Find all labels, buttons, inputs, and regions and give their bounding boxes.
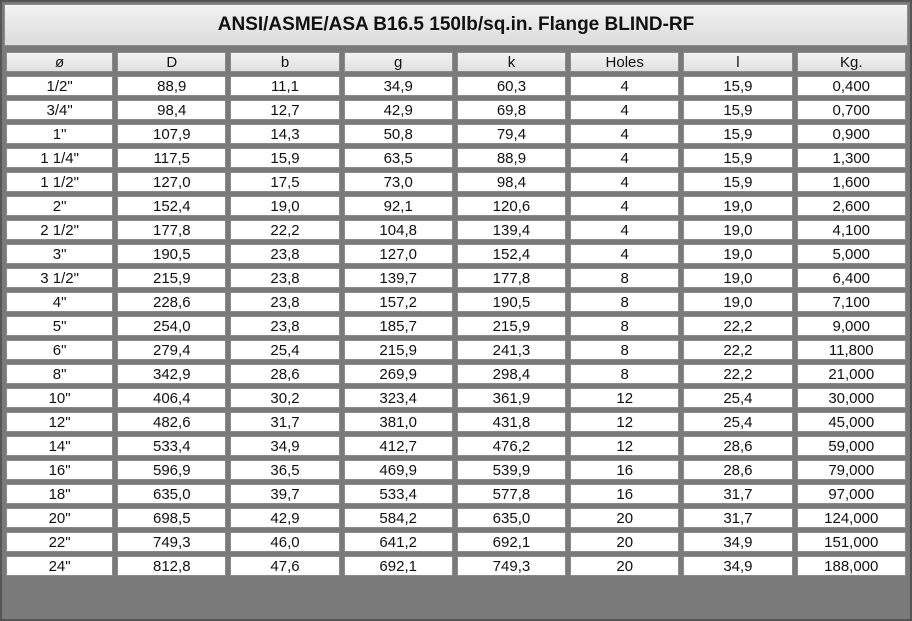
table-cell-d: 533,4 xyxy=(117,436,226,456)
table-cell-nominal-size: 14" xyxy=(6,436,113,456)
table-cell-d: 812,8 xyxy=(117,556,226,576)
table-cell-d: 117,5 xyxy=(117,148,226,168)
table-cell-kg: 2,600 xyxy=(797,196,906,216)
table-cell-g: 104,8 xyxy=(344,220,453,240)
table-cell-l: 15,9 xyxy=(683,100,792,120)
table-cell-nominal-size: 1 1/4" xyxy=(6,148,113,168)
column-header-g: g xyxy=(344,52,453,72)
table-cell-g: 42,9 xyxy=(344,100,453,120)
table-cell-nominal-size: 4" xyxy=(6,292,113,312)
table-cell-d: 749,3 xyxy=(117,532,226,552)
table-row xyxy=(6,436,906,456)
table-cell-nominal-size: 2" xyxy=(6,196,113,216)
table-cell-k: 190,5 xyxy=(457,292,566,312)
table-cell-nominal-size: 2 1/2" xyxy=(6,220,113,240)
column-header-b: b xyxy=(230,52,339,72)
table-cell-holes: 8 xyxy=(570,316,679,336)
table-cell-g: 139,7 xyxy=(344,268,453,288)
table-cell-g: 50,8 xyxy=(344,124,453,144)
table-cell-b: 23,8 xyxy=(230,292,339,312)
table-cell-kg: 9,000 xyxy=(797,316,906,336)
table-cell-d: 254,0 xyxy=(117,316,226,336)
table-row xyxy=(6,508,906,528)
table-cell-holes: 4 xyxy=(570,244,679,264)
table-cell-nominal-size: 16" xyxy=(6,460,113,480)
table-cell-k: 69,8 xyxy=(457,100,566,120)
table-cell-holes: 12 xyxy=(570,388,679,408)
table-cell-l: 15,9 xyxy=(683,172,792,192)
table-cell-b: 36,5 xyxy=(230,460,339,480)
table-cell-kg: 6,400 xyxy=(797,268,906,288)
table-cell-d: 482,6 xyxy=(117,412,226,432)
table-cell-g: 269,9 xyxy=(344,364,453,384)
table-cell-k: 577,8 xyxy=(457,484,566,504)
table-cell-kg: 30,000 xyxy=(797,388,906,408)
table-cell-holes: 16 xyxy=(570,460,679,480)
table-row xyxy=(6,484,906,504)
table-cell-k: 635,0 xyxy=(457,508,566,528)
table-cell-b: 14,3 xyxy=(230,124,339,144)
column-header-kg: Kg. xyxy=(797,52,906,72)
table-cell-d: 635,0 xyxy=(117,484,226,504)
table-cell-holes: 8 xyxy=(570,364,679,384)
table-cell-l: 15,9 xyxy=(683,148,792,168)
table-cell-g: 323,4 xyxy=(344,388,453,408)
table-cell-k: 431,8 xyxy=(457,412,566,432)
table-cell-b: 15,9 xyxy=(230,148,339,168)
table-cell-nominal-size: 1/2" xyxy=(6,76,113,96)
table-cell-d: 98,4 xyxy=(117,100,226,120)
table-cell-g: 63,5 xyxy=(344,148,453,168)
table-row xyxy=(6,148,906,168)
table-cell-l: 34,9 xyxy=(683,556,792,576)
table-cell-d: 228,6 xyxy=(117,292,226,312)
table-cell-l: 25,4 xyxy=(683,388,792,408)
table-cell-b: 47,6 xyxy=(230,556,339,576)
table-cell-k: 539,9 xyxy=(457,460,566,480)
table-cell-d: 406,4 xyxy=(117,388,226,408)
table-cell-k: 60,3 xyxy=(457,76,566,96)
table-cell-k: 476,2 xyxy=(457,436,566,456)
table-cell-g: 381,0 xyxy=(344,412,453,432)
table-cell-kg: 97,000 xyxy=(797,484,906,504)
table-cell-holes: 4 xyxy=(570,100,679,120)
table-row xyxy=(6,292,906,312)
table-cell-l: 22,2 xyxy=(683,316,792,336)
table-cell-g: 92,1 xyxy=(344,196,453,216)
column-header-holes: Holes xyxy=(570,52,679,72)
table-cell-g: 127,0 xyxy=(344,244,453,264)
column-header-k: k xyxy=(457,52,566,72)
table-cell-l: 19,0 xyxy=(683,268,792,288)
table-cell-holes: 4 xyxy=(570,76,679,96)
table-cell-k: 177,8 xyxy=(457,268,566,288)
table-cell-d: 215,9 xyxy=(117,268,226,288)
table-cell-d: 190,5 xyxy=(117,244,226,264)
table-cell-kg: 1,600 xyxy=(797,172,906,192)
table-cell-k: 152,4 xyxy=(457,244,566,264)
table-cell-l: 22,2 xyxy=(683,340,792,360)
table-row xyxy=(6,196,906,216)
table-cell-kg: 151,000 xyxy=(797,532,906,552)
table-cell-b: 28,6 xyxy=(230,364,339,384)
table-cell-b: 42,9 xyxy=(230,508,339,528)
table-cell-nominal-size: 6" xyxy=(6,340,113,360)
table-cell-nominal-size: 20" xyxy=(6,508,113,528)
table-cell-nominal-size: 1 1/2" xyxy=(6,172,113,192)
column-header-l: l xyxy=(683,52,792,72)
table-row xyxy=(6,340,906,360)
table-body xyxy=(6,76,906,576)
table-cell-kg: 188,000 xyxy=(797,556,906,576)
table-cell-b: 22,2 xyxy=(230,220,339,240)
table-cell-g: 73,0 xyxy=(344,172,453,192)
table-cell-nominal-size: 12" xyxy=(6,412,113,432)
table-cell-d: 107,9 xyxy=(117,124,226,144)
table-cell-d: 88,9 xyxy=(117,76,226,96)
table-cell-b: 17,5 xyxy=(230,172,339,192)
table-cell-d: 152,4 xyxy=(117,196,226,216)
table-cell-b: 46,0 xyxy=(230,532,339,552)
table-cell-l: 19,0 xyxy=(683,220,792,240)
table-cell-k: 241,3 xyxy=(457,340,566,360)
table-cell-kg: 79,000 xyxy=(797,460,906,480)
table-cell-kg: 7,100 xyxy=(797,292,906,312)
table-cell-kg: 21,000 xyxy=(797,364,906,384)
table-row xyxy=(6,388,906,408)
table-cell-b: 11,1 xyxy=(230,76,339,96)
table-cell-holes: 16 xyxy=(570,484,679,504)
table-cell-nominal-size: 24" xyxy=(6,556,113,576)
table-cell-holes: 8 xyxy=(570,340,679,360)
table-title: ANSI/ASME/ASA B16.5 150lb/sq.in. Flange BLIND-RF xyxy=(4,4,908,46)
table-cell-g: 692,1 xyxy=(344,556,453,576)
table-cell-kg: 11,800 xyxy=(797,340,906,360)
table-cell-nominal-size: 3 1/2" xyxy=(6,268,113,288)
table-cell-g: 215,9 xyxy=(344,340,453,360)
table-cell-b: 19,0 xyxy=(230,196,339,216)
table-cell-b: 23,8 xyxy=(230,316,339,336)
table-cell-g: 641,2 xyxy=(344,532,453,552)
table-cell-nominal-size: 5" xyxy=(6,316,113,336)
table-cell-l: 15,9 xyxy=(683,124,792,144)
table-cell-b: 23,8 xyxy=(230,244,339,264)
table-cell-d: 127,0 xyxy=(117,172,226,192)
table-cell-b: 39,7 xyxy=(230,484,339,504)
table-cell-k: 749,3 xyxy=(457,556,566,576)
table-cell-g: 157,2 xyxy=(344,292,453,312)
table-cell-k: 361,9 xyxy=(457,388,566,408)
table-row xyxy=(6,412,906,432)
table-header-row xyxy=(6,52,906,72)
table-cell-holes: 12 xyxy=(570,412,679,432)
column-header-d: D xyxy=(117,52,226,72)
table-cell-nominal-size: 1" xyxy=(6,124,113,144)
table-cell-kg: 5,000 xyxy=(797,244,906,264)
table-cell-holes: 20 xyxy=(570,556,679,576)
table-cell-nominal-size: 18" xyxy=(6,484,113,504)
table-cell-g: 469,9 xyxy=(344,460,453,480)
table-cell-l: 31,7 xyxy=(683,508,792,528)
table-cell-l: 22,2 xyxy=(683,364,792,384)
table-cell-kg: 59,000 xyxy=(797,436,906,456)
table-row xyxy=(6,124,906,144)
table-cell-holes: 8 xyxy=(570,292,679,312)
table-cell-holes: 20 xyxy=(570,532,679,552)
table-cell-holes: 4 xyxy=(570,196,679,216)
table-cell-k: 98,4 xyxy=(457,172,566,192)
table-row xyxy=(6,172,906,192)
table-row xyxy=(6,556,906,576)
table-cell-l: 19,0 xyxy=(683,244,792,264)
table-cell-holes: 20 xyxy=(570,508,679,528)
table-cell-nominal-size: 3/4" xyxy=(6,100,113,120)
table-cell-b: 31,7 xyxy=(230,412,339,432)
table-cell-kg: 124,000 xyxy=(797,508,906,528)
table-row xyxy=(6,460,906,480)
table-cell-b: 30,2 xyxy=(230,388,339,408)
table-cell-g: 584,2 xyxy=(344,508,453,528)
table-cell-d: 596,9 xyxy=(117,460,226,480)
table-cell-holes: 12 xyxy=(570,436,679,456)
table-cell-k: 79,4 xyxy=(457,124,566,144)
table-cell-holes: 4 xyxy=(570,172,679,192)
table-cell-g: 34,9 xyxy=(344,76,453,96)
table-row xyxy=(6,100,906,120)
table-row xyxy=(6,244,906,264)
table-cell-kg: 0,900 xyxy=(797,124,906,144)
table-cell-nominal-size: 10" xyxy=(6,388,113,408)
table-cell-d: 177,8 xyxy=(117,220,226,240)
table-cell-k: 298,4 xyxy=(457,364,566,384)
table-cell-kg: 4,100 xyxy=(797,220,906,240)
table-cell-nominal-size: 8" xyxy=(6,364,113,384)
table-cell-b: 34,9 xyxy=(230,436,339,456)
table-cell-d: 279,4 xyxy=(117,340,226,360)
table-cell-holes: 4 xyxy=(570,220,679,240)
table-row xyxy=(6,76,906,96)
table-cell-kg: 1,300 xyxy=(797,148,906,168)
table-cell-l: 34,9 xyxy=(683,532,792,552)
table-cell-l: 31,7 xyxy=(683,484,792,504)
column-header-nominal-size: ø xyxy=(6,52,113,72)
table-row xyxy=(6,268,906,288)
table-row xyxy=(6,532,906,552)
table-cell-l: 28,6 xyxy=(683,460,792,480)
table-cell-kg: 0,700 xyxy=(797,100,906,120)
table-cell-kg: 0,400 xyxy=(797,76,906,96)
table-cell-nominal-size: 3" xyxy=(6,244,113,264)
table-cell-b: 23,8 xyxy=(230,268,339,288)
table-cell-g: 533,4 xyxy=(344,484,453,504)
table-cell-k: 120,6 xyxy=(457,196,566,216)
table-cell-l: 19,0 xyxy=(683,292,792,312)
table-cell-k: 692,1 xyxy=(457,532,566,552)
table-cell-holes: 8 xyxy=(570,268,679,288)
table-cell-d: 698,5 xyxy=(117,508,226,528)
table-cell-k: 139,4 xyxy=(457,220,566,240)
table-cell-g: 185,7 xyxy=(344,316,453,336)
table-cell-holes: 4 xyxy=(570,124,679,144)
table-row xyxy=(6,364,906,384)
table-cell-l: 25,4 xyxy=(683,412,792,432)
flange-data-table xyxy=(2,48,910,580)
table-cell-d: 342,9 xyxy=(117,364,226,384)
table-cell-l: 15,9 xyxy=(683,76,792,96)
table-cell-b: 12,7 xyxy=(230,100,339,120)
table-cell-g: 412,7 xyxy=(344,436,453,456)
table-cell-k: 88,9 xyxy=(457,148,566,168)
table-cell-l: 19,0 xyxy=(683,196,792,216)
table-row xyxy=(6,220,906,240)
table-cell-l: 28,6 xyxy=(683,436,792,456)
table-cell-b: 25,4 xyxy=(230,340,339,360)
table-cell-holes: 4 xyxy=(570,148,679,168)
table-cell-kg: 45,000 xyxy=(797,412,906,432)
table-cell-k: 215,9 xyxy=(457,316,566,336)
table-row xyxy=(6,316,906,336)
table-cell-nominal-size: 22" xyxy=(6,532,113,552)
